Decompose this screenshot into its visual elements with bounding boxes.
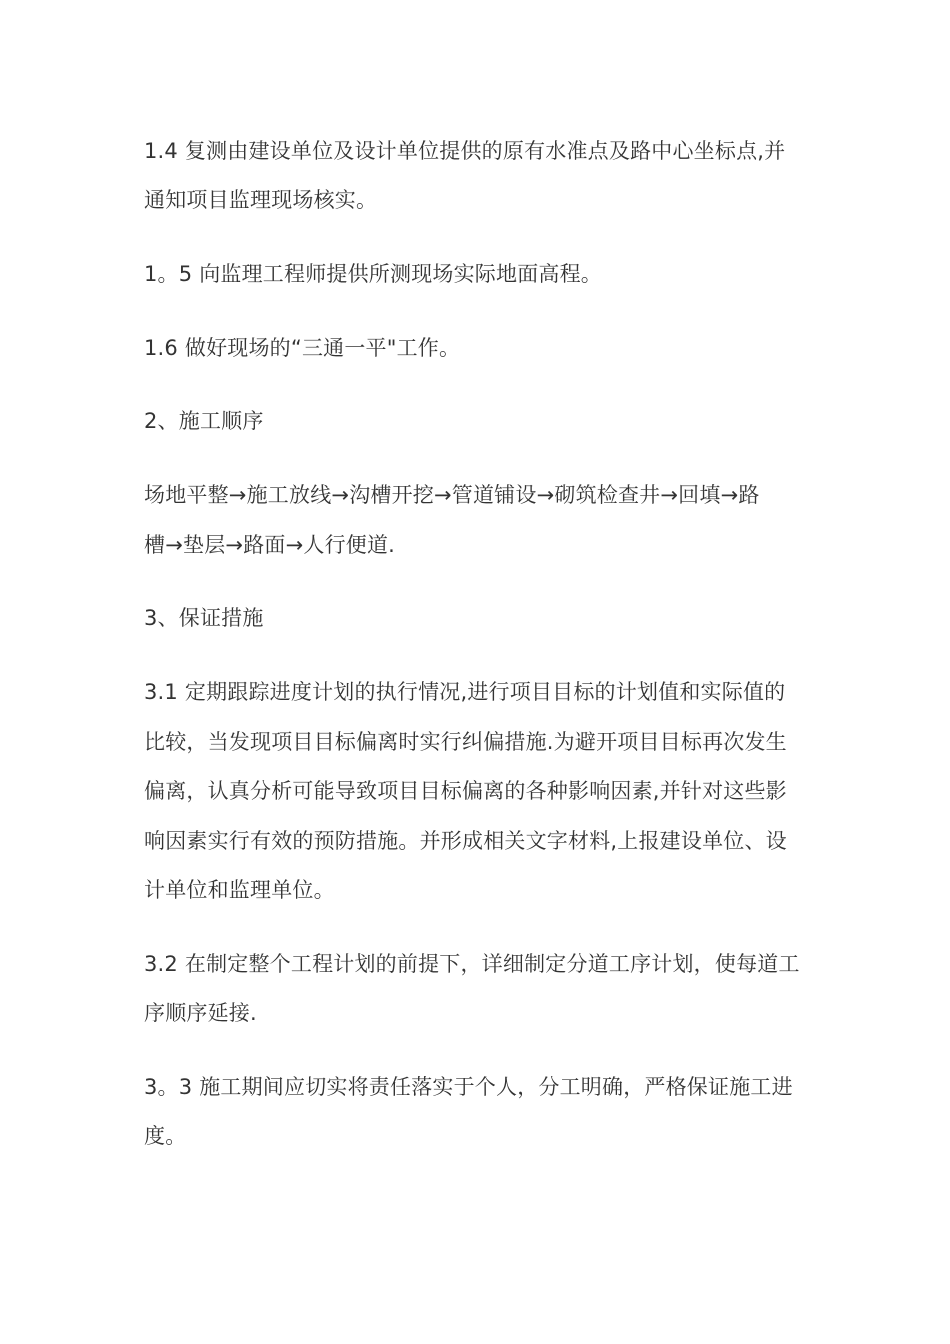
para-3-2-line-1: 3.2 在制定整个工程计划的前提下，详细制定分道工序计划，使每道工 [144, 952, 800, 976]
heading-construction-sequence: 2、施工顺序 [144, 409, 264, 433]
para-1-4-line-2: 通知项目监理现场核实。 [144, 188, 378, 212]
para-3-2-line-2: 序顺序延接. [144, 1001, 257, 1025]
sequence-line-2: 槽→垫层→路面→人行便道. [144, 533, 396, 557]
para-3-1-line-5: 计单位和监理单位。 [144, 878, 335, 902]
sequence-line-1: 场地平整→施工放线→沟槽开挖→管道铺设→砌筑检查井→回填→路 [144, 483, 760, 507]
para-3-3-line-2: 度。 [144, 1124, 187, 1148]
para-3-1-line-2: 比较，当发现项目目标偏离时实行纠偏措施.为避开项目目标再次发生 [144, 730, 787, 754]
para-3-3-line-1: 3。3 施工期间应切实将责任落实于个人，分工明确，严格保证施工进 [144, 1075, 793, 1099]
para-3-1-line-1: 3.1 定期跟踪进度计划的执行情况,进行项目目标的计划值和实际值的 [144, 680, 786, 704]
para-3-1-line-3: 偏离，认真分析可能导致项目目标偏离的各种影响因素,并针对这些影 [144, 779, 787, 803]
heading-guarantee-measures: 3、保证措施 [144, 606, 264, 630]
para-3-1-line-4: 响因素实行有效的预防措施。并形成相关文字材料,上报建设单位、设 [144, 829, 787, 853]
para-1-6: 1.6 做好现场的“三通一平"工作。 [144, 336, 461, 360]
para-1-4-line-1: 1.4 复测由建设单位及设计单位提供的原有水准点及路中心坐标点,并 [144, 139, 786, 163]
para-1-5: 1。5 向监理工程师提供所测现场实际地面高程。 [144, 262, 602, 286]
